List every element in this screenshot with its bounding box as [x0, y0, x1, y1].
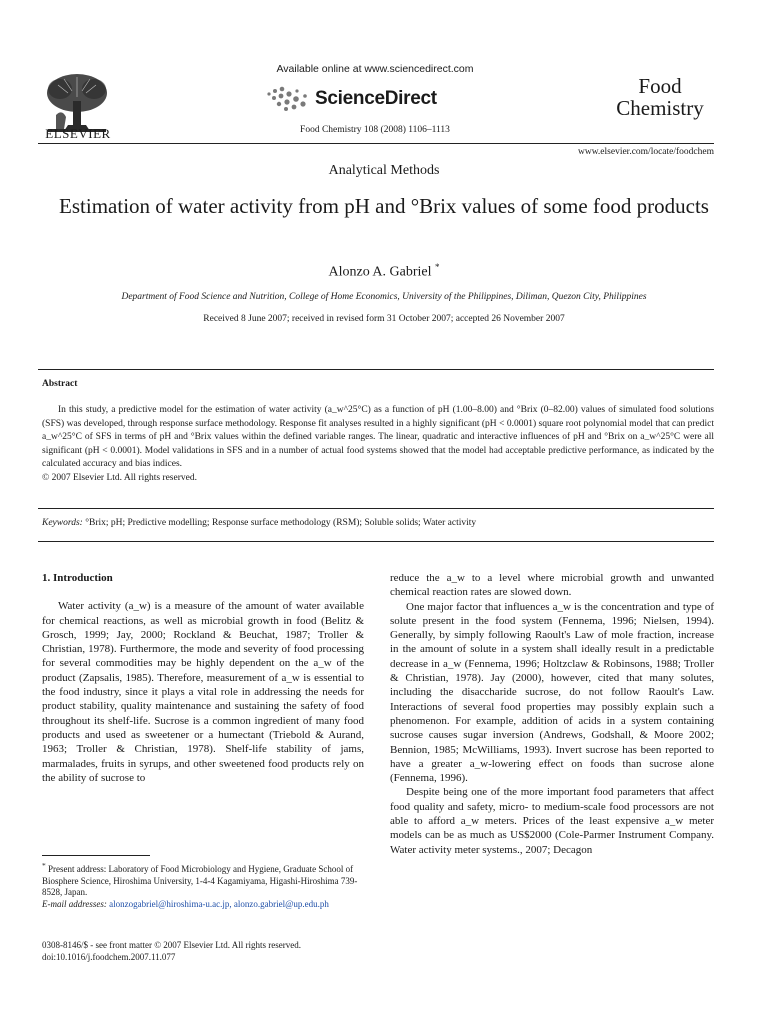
keywords-label: Keywords: — [42, 518, 83, 528]
doi-line[interactable]: doi:10.1016/j.foodchem.2007.11.077 — [42, 951, 176, 962]
present-address: Present address: Laboratory of Food Microbiology and Hygiene, Graduate School of Biosphere Science, Hiroshima University, 1-4-4 Kagamiyama, Higashi-Hiroshima 739-8528, Japan. — [42, 864, 358, 897]
abstract-top-rule — [38, 369, 714, 370]
abstract-text: In this study, a predictive model for the estimation of water activity (a_w^25°C) as a function of pH (1.00–8.00) and °Brix (0–82.00) values of simulated food solutions (SFS) was developed, through response surface methodology. Response fit analyses resulted in a highly significant (pH < 0.0001) square root polynomial model that can predict a_w^25°C of SFS in terms of pH and °Brix values within the defined variable ranges. The linear, quadratic and interactive influences of pH and °Brix on a_w^25°C were all significant (pH < 0.0001). Model validations in SFS and in a number of actual food systems showed that the model had acceptable predictive performance, as indicated by the calculated accuracy and bias indices. — [42, 405, 714, 469]
footnote-mark: * — [42, 861, 46, 870]
body-column-left — [42, 571, 364, 785]
intro-paragraph-1: Water activity (a_w) is a measure of the amount of water available for chemical reactions, as well as microbial growth in food (Belitz & Grosch, 1999; Jay, 2000; Rockland & Beuchat, 1987; Troller & Christian, 1978). Furthermore, the mode and severity of food processing for several commodities may be highly dependent on the a_w of the product (Zapsalis, 1985). Therefore, measurement of a_w is essential to the food industry, since it plays a vital role in addressing the needs for product stability, quality maintenance and sustaining the safety of food throughout its shelf-life. Sucrose is a common ingredient of many food products and used as sweetener or a humectant (Triebold & Aurand, 1963; Troller & Christian, 1978). Shelf-life stability of jams, marmalades, fruits in syrups, and other sweetened food products rely on the ability of sucrose to — [42, 600, 364, 784]
footnote-rule — [42, 855, 150, 856]
available-online-text[interactable]: Available online at www.sciencedirect.com — [276, 63, 474, 75]
sciencedirect-dots-icon — [265, 86, 311, 112]
journal-title — [600, 75, 720, 119]
section-label: Analytical Methods — [328, 163, 440, 178]
journal-url-link[interactable]: www.elsevier.com/locate/foodchem — [577, 147, 714, 157]
author-name[interactable]: Alonzo A. Gabriel — [328, 264, 432, 280]
paper-title: Estimation of water activity from pH and °Brix values of some food products — [59, 194, 709, 218]
email-label: E-mail addresses: — [42, 898, 107, 909]
author-line — [38, 262, 730, 281]
sciencedirect-wordmark: ScienceDirect — [315, 88, 437, 109]
keywords-line — [42, 518, 714, 528]
abstract-heading: Abstract — [42, 379, 78, 389]
abstract-body — [42, 404, 714, 485]
author-footnote — [42, 860, 364, 910]
keywords-list: °Brix; pH; Predictive modelling; Response surface methodology (RSM); Soluble solids; Water activity — [85, 518, 477, 528]
publisher-name: ELSEVIER — [45, 126, 111, 141]
intro-paragraph-1-continued: reduce the a_w to a level where microbial growth and unwanted chemical reaction rates are slowed down. — [390, 572, 714, 599]
intro-paragraph-3: Despite being one of the more important food parameters that affect food quality and safety, micro- to medium-scale food processors are not able to afford a_w meters. Prices of the least expensive a_w meter models can be as much as US$2000 (Cole-Parmer Instrument Company. Water activity meter systems., 2007; Decagon — [390, 786, 714, 856]
received-dates: Received 8 June 2007; received in revised form 31 October 2007; accepted 26 November 2007 — [203, 314, 565, 324]
keywords-top-rule — [38, 508, 714, 509]
email-links[interactable]: alonzogabriel@hiroshima-u.ac.jp, alonzo.gabriel@up.edu.ph — [109, 898, 329, 909]
introduction-heading: 1. Introduction — [42, 572, 113, 584]
journal-citation: Food Chemistry 108 (2008) 1106–1113 — [300, 125, 450, 135]
journal-title-line-2: Chemistry — [616, 96, 704, 120]
sciencedirect-logo[interactable] — [265, 84, 485, 114]
front-matter — [42, 940, 364, 963]
issn-line: 0308-8146/$ - see front matter © 2007 Elsevier Ltd. All rights reserved. — [42, 940, 302, 950]
body-top-rule — [38, 541, 714, 542]
intro-paragraph-2: One major factor that influences a_w is the concentration and type of solute present in the food system (Fennema, 1996; Nielsen, 1994). Generally, by simply following Raoult's Law of mole fraction, increase in the amount of solute in a system shall ideally result in a predictable decrease in a_w (Fennema, 1996; Holtzclaw & Robinsons, 1988; Troller & Christian, 1978). Jay (2000), however, cited that many solutes, including the disaccharide sucrose, do not follow Raoult's Law. Interactions of several food properties may possibly explain such a phenomenon. For example, addition of acids in a system containing sucrose causes sugar inversion (Andrews, Godshall, & Moore 2002; Bennion, 1985; McWilliams, 1993). Invert sucrose has been reported to have a greater a_w-lowering effect on foods than sucrose alone (Fennema, 1996). — [390, 600, 714, 785]
header-divider — [38, 143, 714, 144]
author-footnote-mark[interactable]: * — [435, 262, 440, 272]
affiliation: Department of Food Science and Nutrition, College of Home Economics, University of the Philippines, Diliman, Quezon City, Philippines — [121, 292, 647, 302]
body-column-right — [390, 571, 714, 857]
abstract-copyright: © 2007 Elsevier Ltd. All rights reserved. — [42, 472, 197, 483]
journal-title-line-1: Food — [638, 74, 682, 98]
